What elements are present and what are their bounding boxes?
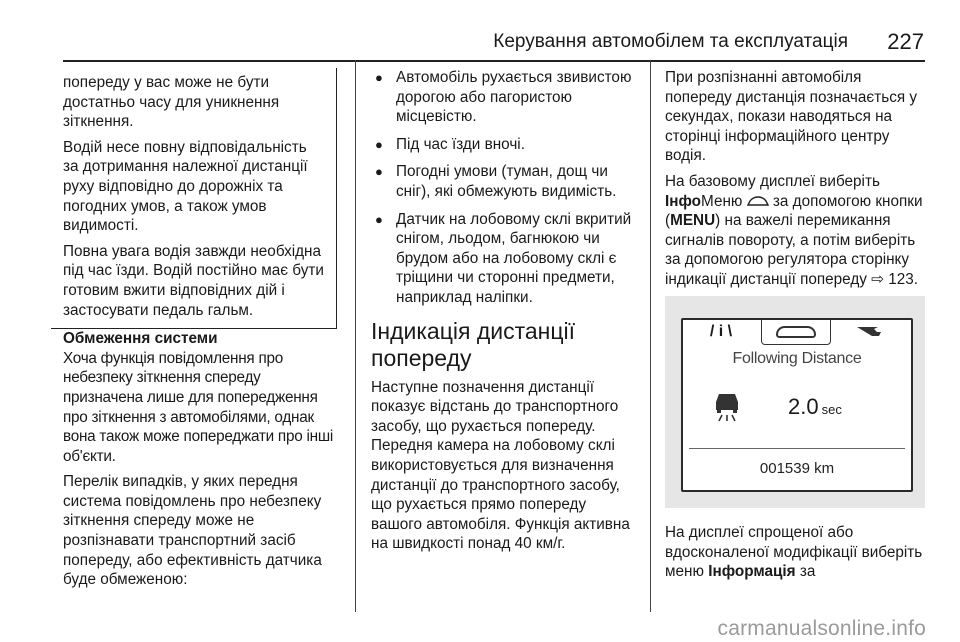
information-label: Інформація xyxy=(708,563,796,581)
tab-info: / i \ xyxy=(709,323,733,340)
page-reference-icon: ⇨ xyxy=(871,270,884,288)
column-2 xyxy=(371,68,633,560)
gap-value: 2.0 xyxy=(788,394,819,419)
basic-display-paragraph: На базовому дисплеї виберіть ІнфоМеню за допомогою кнопки (MENU) на важелі перемикання сигналів повороту, а потім виберіть за допомогою регулятора сторінку індикації дистанції попереду ⇨ 123. xyxy=(665,172,923,288)
display-title: Following Distance xyxy=(732,350,862,367)
column-3-bottom xyxy=(665,523,927,588)
column-3 xyxy=(665,68,927,296)
tab-service xyxy=(835,320,903,344)
wrench-icon xyxy=(854,324,884,340)
odometer: 001539 km xyxy=(759,460,835,477)
warning-text-1: попереду у вас може не бути достатньо часу для уникнення зіткнення. xyxy=(63,74,280,131)
column-divider-2 xyxy=(650,60,651,612)
detection-paragraph: При розпізнанні автомобіля попереду дистанція позначається у секундах, покази наводяться на сторінці інформаційного центру водія. xyxy=(665,69,918,165)
list-item: ● Автомобіль рухається звивистою дорогою або пагористою місцевістю. xyxy=(371,68,633,127)
column-1 xyxy=(63,68,337,596)
list-item: ● Погодні умови (туман, дощ чи сніг), які обмежують видимість. xyxy=(371,162,633,201)
limits-heading: Обмеження системи xyxy=(63,330,218,348)
following-car-icon xyxy=(713,390,741,422)
driver-info-display-figure xyxy=(665,296,925,508)
watermark: carmanualsonline.info xyxy=(717,617,926,640)
page-number: 227 xyxy=(887,29,924,54)
gap-readout xyxy=(788,394,842,420)
list-item: ● Датчик на лобовому склі вкритий снігом, льодом, багнюкою чи брудом або на лобовому склі є тріщини чи сторонні предмети, наприклад наліпки. xyxy=(371,210,633,308)
screen-divider xyxy=(689,448,905,449)
car-icon xyxy=(776,326,816,338)
gap-unit: sec xyxy=(821,402,842,417)
limits-paragraph-1: Хоча функція повідомлення про небезпеку зіткнення спереду призначена лише для попередження про зіткнення з автомобілями, однак вона також може попереджати про інші об'єкти. xyxy=(63,349,333,465)
chapter-title: Керування автомобілем та експлуатація xyxy=(493,31,848,52)
info-label: Інфо xyxy=(665,192,702,210)
warning-text-2: Водій несе повну відповідальність за дотримання належної дистанції руху відповідно до дорожніх та погодних умов, а також умов видимості. xyxy=(63,138,308,235)
warning-text-3: Повна увага водія завжди необхідна під час їзди. Водій постійно має бути готовим вжити відповідних дій і застосувати педаль гальм. xyxy=(63,242,324,319)
section-title: Індикація дистанції попереду xyxy=(371,317,576,371)
limits-paragraph-2: Перелік випадків, у яких передня система повідомлень про небезпеку зіткнення спереду може не розпізнавати транспортний засіб попереду, або ефективність датчика буде обмеженою: xyxy=(63,473,322,589)
header-rule xyxy=(63,60,925,62)
menu-button-label: MENU xyxy=(670,212,716,230)
section-text: Наступне позначення дистанції показує відстань до транспортного засобу, що рухається попереду. Передня камера на лобовому склі використовується для визначення дистанції до транспортного засобу, що рухається прямо попереду вашого автомобіля. Функція активна на швидкості понад 40 км/г. xyxy=(371,378,630,553)
condition-list xyxy=(371,68,633,308)
tab-vehicle xyxy=(761,320,831,345)
list-item: ● Під час їзди вночі. xyxy=(371,135,633,155)
car-menu-icon xyxy=(747,196,769,207)
page-reference: 123. xyxy=(888,270,919,288)
display-screen xyxy=(681,318,913,492)
advanced-display-paragraph: На дисплеї спрощеної або вдосконаленої модифікації виберіть меню Інформація за xyxy=(665,524,923,581)
column-divider-1 xyxy=(355,60,356,612)
warning-box xyxy=(51,68,337,329)
